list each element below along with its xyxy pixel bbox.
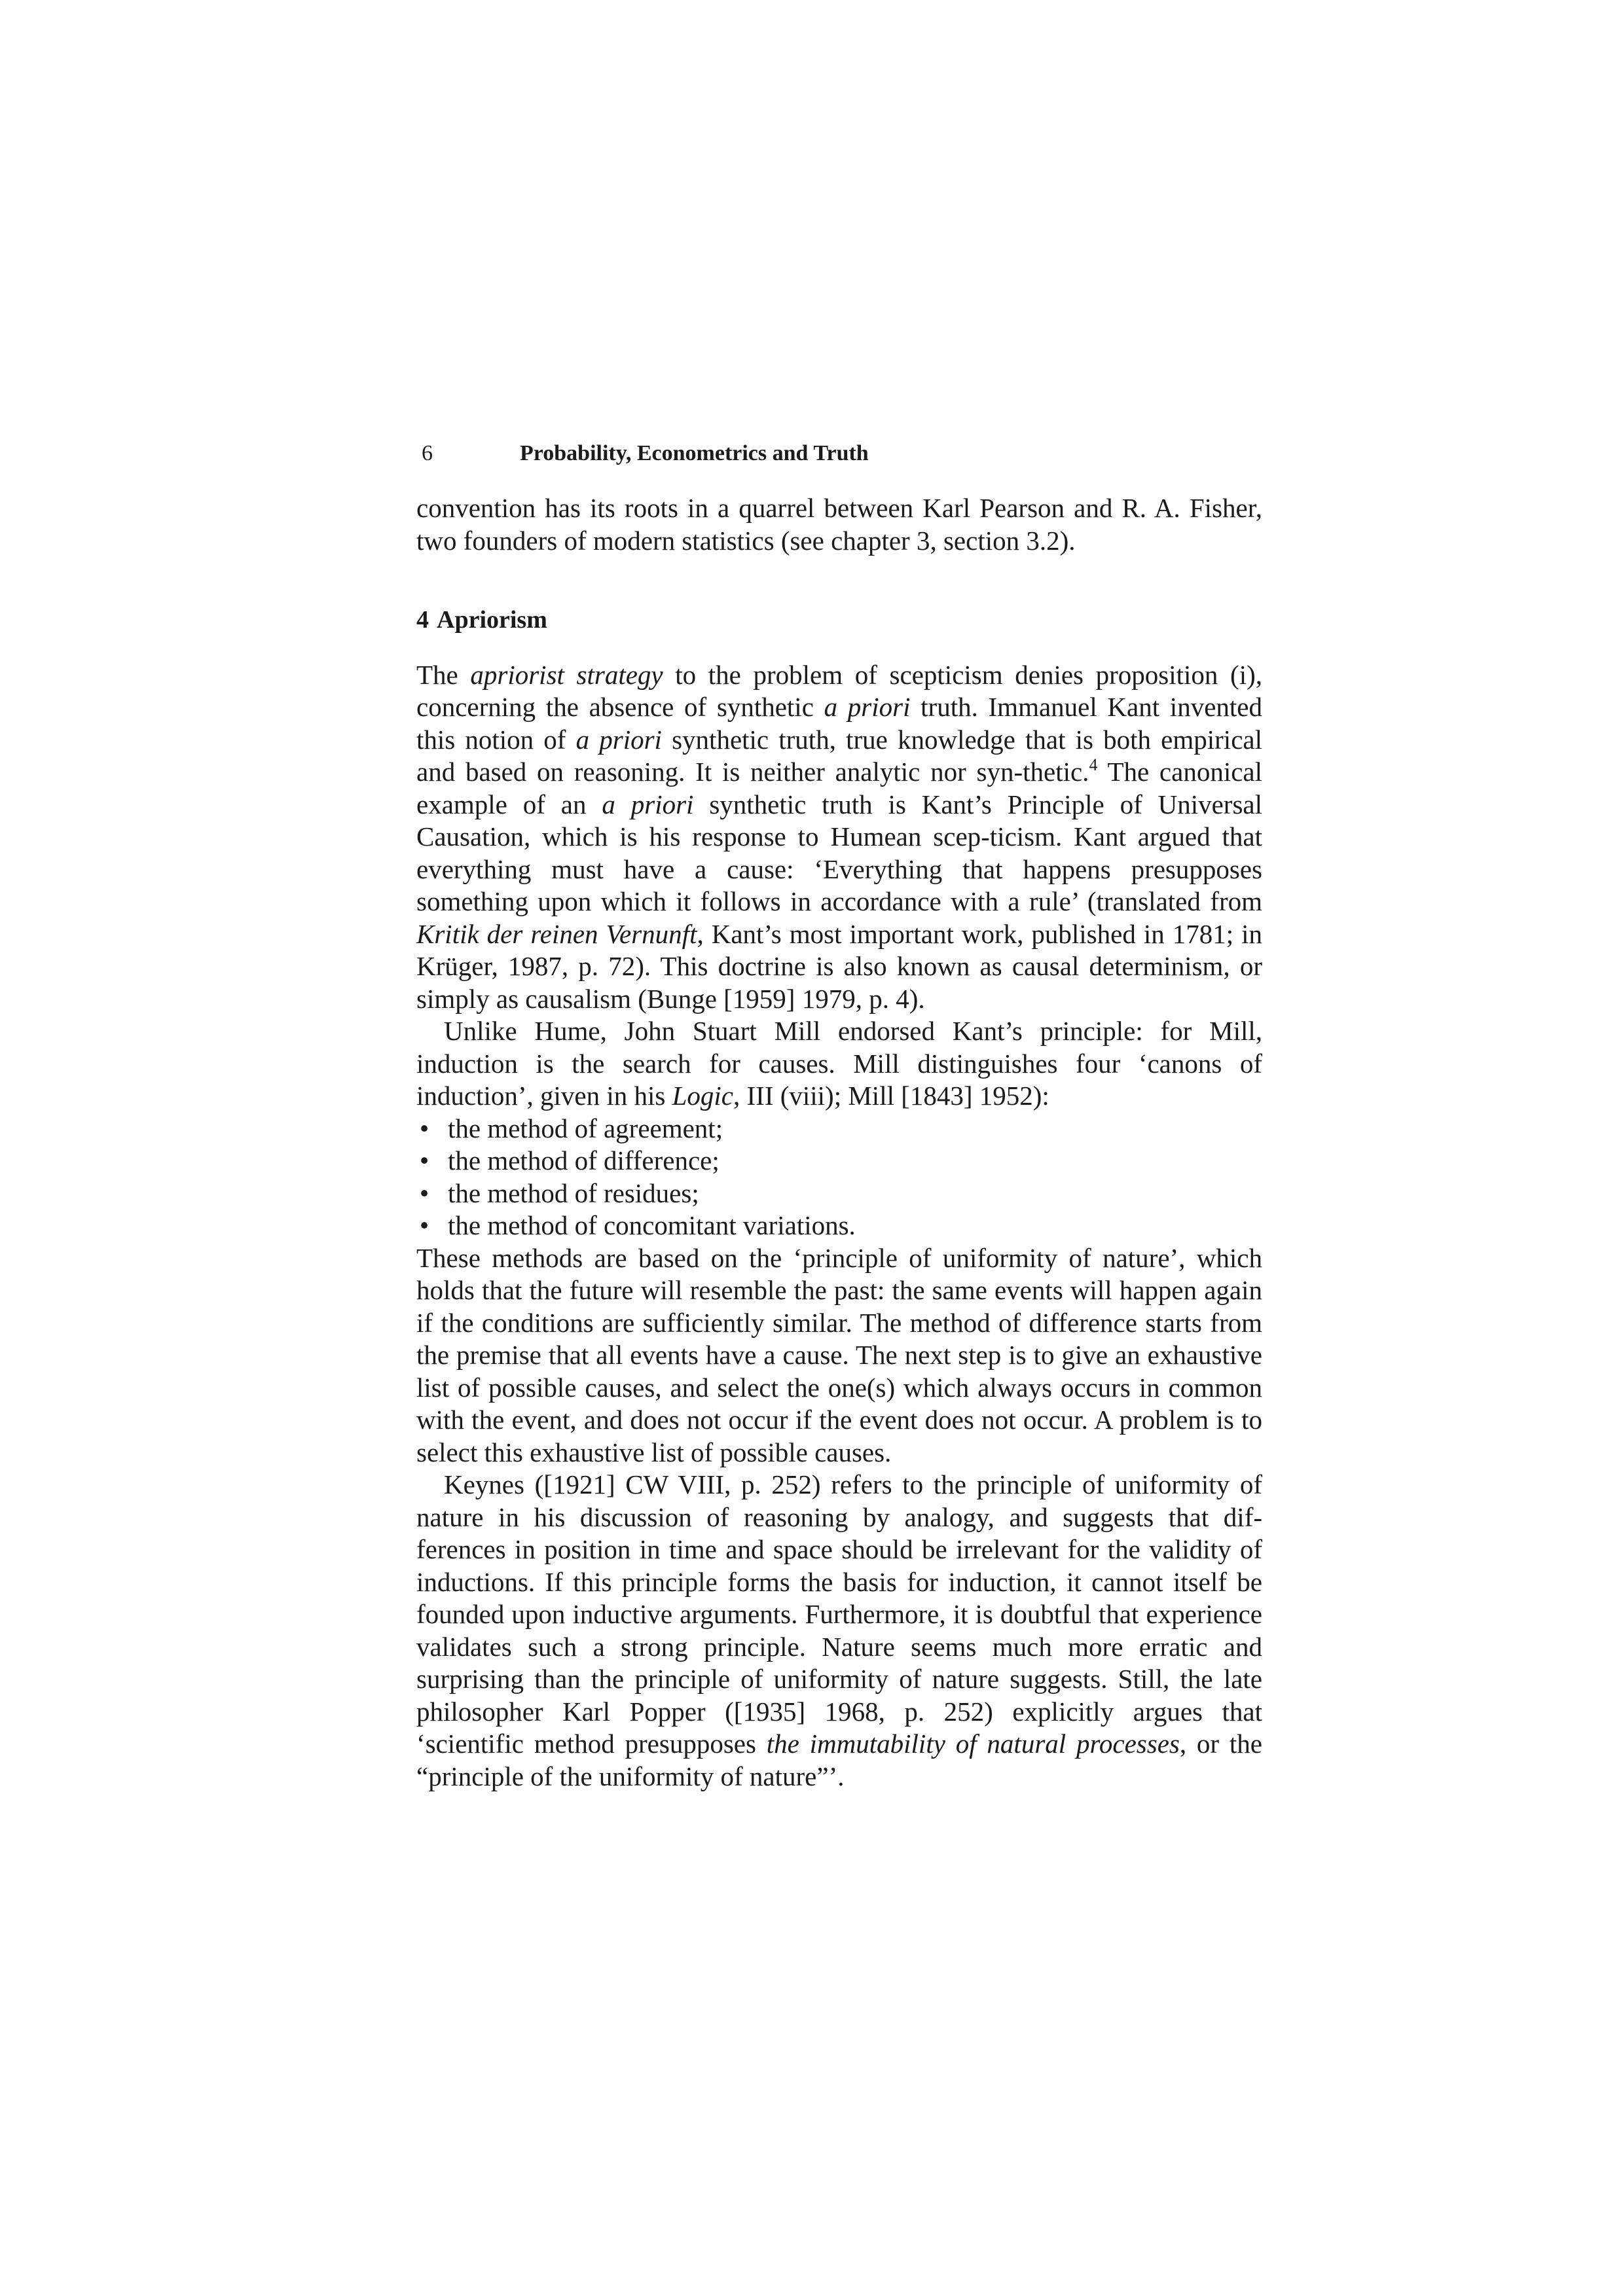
emphasis: a priori (824, 692, 911, 722)
list-item: • the method of residues; (416, 1177, 1262, 1210)
emphasis: the immutability of natural processes (766, 1729, 1180, 1759)
list-item: • the method of agreement; (416, 1113, 1262, 1145)
bullet-icon: • (419, 1113, 429, 1143)
footnote-marker: 4 (1089, 755, 1098, 774)
emphasis: Logic (672, 1081, 734, 1111)
paragraph-uniformity: These methods are based on the ‘principle of uniformity of nature’, which holds that the future will resemble the past: the same events will happen again if the conditions are sufficiently similar. The method of difference starts from the premise that all events have a cause. The next step is to give an exhaustive list of possible causes, and select the one(s) which always occurs in common with the event, and does not occur if the event does not occur. A problem is to select this exhaustive list of possible causes. (416, 1242, 1262, 1467)
section-title: Apriorism (437, 606, 547, 634)
opening-paragraph: convention has its roots in a quarrel between Karl Pearson and R. A. Fisher, two founders of modern statistics (see chapter 3, section 3.2). (416, 493, 1262, 556)
body-text (416, 492, 1262, 1793)
emphasis: a priori (575, 724, 662, 755)
list-item: • the method of concomitant variations. (416, 1210, 1262, 1242)
paragraph-mill: Unlike Hume, John Stuart Mill endorsed Kant’s principle: for Mill, induction is the search for causes. Mill distinguishes four ‘canons of induction’, given in his Logic, III (viii); Mill [1843] 1952): (416, 1016, 1262, 1111)
bullet-icon: • (419, 1177, 429, 1208)
list-item: • the method of difference; (416, 1145, 1262, 1177)
paragraph-apriorism: The apriorist strategy to the problem of scepticism denies proposition (i), concerning the absence of synthetic a priori truth. Immanuel Kant invented this notion of a priori synthetic truth, true knowledge that is both empirical and based on reasoning. It is neither analytic nor syn-thetic.$^4$ The canonical example of an a priori synthetic truth is Kant’s Principle of Universal Causation, which is his response to Humean scep-ticism. Kant argued that everything must have a cause: ‘Everything that happens presupposes something upon which it follows in accordance with a rule’ (translated from Kritik der reinen Vernunft, Kant’s most important work, published in 1781; in Krüger, 1987, p. 72). This doctrine is also known as causal determinism, or simply as causalism (Bunge [1959] 1979, p. 4). (416, 659, 1262, 1014)
emphasis: a priori (602, 789, 694, 819)
emphasis: apriorist strategy (470, 659, 663, 690)
page-number: 6 (422, 441, 433, 465)
bullet-icon: • (419, 1145, 429, 1175)
canons-list (416, 1113, 1262, 1242)
bullet-icon: • (419, 1210, 429, 1240)
section-heading (416, 604, 1262, 637)
section-number: 4 (416, 606, 429, 634)
book-title: Probability, Econometrics and Truth (520, 441, 869, 465)
running-header (422, 437, 1260, 470)
book-title-italic: Kritik der reinen Vernunft (416, 918, 697, 949)
paragraph-keynes: Keynes ([1921] CW VIII, p. 252) refers to the principle of uniformity of nature in his discussion of reasoning by analogy, and suggests that dif-ferences in position in time and space should be irrelevant for the validity of inductions. If this principle forms the basis for induction, it cannot itself be founded upon inductive arguments. Furthermore, it is doubtful that experience validates such a strong principle. Nature seems much more erratic and surprising than the principle of uniformity of nature suggests. Still, the late philosopher Karl Popper ([1935] 1968, p. 252) explicitly argues that ‘scientific method presupposes the immutability of natural processes, or the “principle of the uniformity of nature”’. (416, 1469, 1262, 1791)
